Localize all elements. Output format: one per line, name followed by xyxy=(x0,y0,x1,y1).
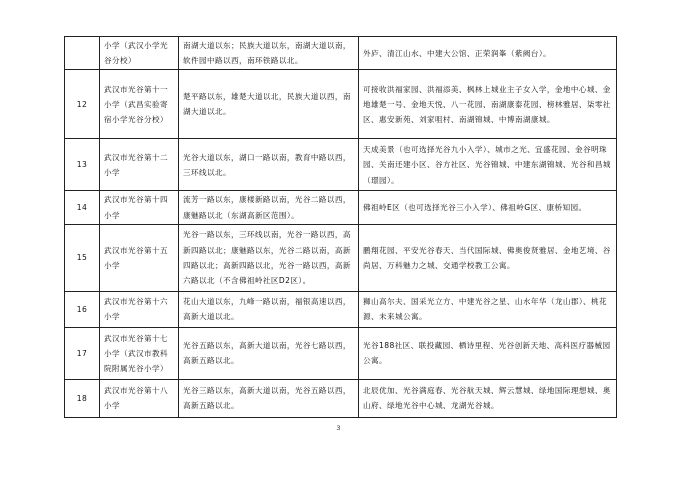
table-row xyxy=(65,224,617,291)
school-district-table xyxy=(64,36,617,418)
table-row xyxy=(65,70,617,139)
table-row xyxy=(65,191,617,224)
residential-district-cell: 北辰优加、光谷满庭春、光谷航天城、辉云慧城、绿地国际理想城、奥山府、绿地光谷中心城、龙湖光谷城。 xyxy=(359,379,617,417)
residential-district-cell: 佛祖岭E区（也可选择光谷三小入学）、佛祖岭G区、康桥知园。 xyxy=(359,191,617,224)
boundary-scope-cell: 流芳一路以东，康楼新路以南，光谷二路以西，康魅路以北（东湖高新区范围）。 xyxy=(179,191,359,224)
boundary-scope-cell: 光谷大道以东，湖口一路以南，教育中路以西，三环线以北。 xyxy=(179,139,359,191)
row-number-cell: 16 xyxy=(65,291,100,327)
residential-district-cell: 鹏翔花园、平安光谷春天、当代国际城、佛奥俊贤雅居、金地艺境、谷尚居、万科魅力之城、交通学校教工公寓。 xyxy=(359,224,617,291)
school-name-cell: 武汉市光谷第十八小学 xyxy=(100,379,179,417)
row-number-cell: 12 xyxy=(65,70,100,139)
row-number-cell: 14 xyxy=(65,191,100,224)
row-number-cell: 18 xyxy=(65,379,100,417)
school-name-cell: 武汉市光谷第十五小学 xyxy=(100,224,179,291)
school-name-cell: 小学（武汉小学光谷分校） xyxy=(100,37,179,70)
residential-district-cell: 可接收洪福家园、洪福添美、枫林上城业主子女入学，金地中心城、金地雄楚一号、金地天悦、八一花园、南湖康泰花园、榜林雅居、柒零社区、惠安新苑、刘家咀村、南湖锦城、中博南湖康城。 xyxy=(359,70,617,139)
table-row xyxy=(65,37,617,70)
school-name-cell: 武汉市光谷第十四小学 xyxy=(100,191,179,224)
residential-district-cell: 外庐、清江山水、中建大公馆、正荣润峯（紫阙台）。 xyxy=(359,37,617,70)
page-number: 3 xyxy=(336,424,341,432)
boundary-scope-cell: 南湖大道以东；民族大道以东，南湖大道以南，软件园中路以西，南环铁路以北。 xyxy=(179,37,359,70)
school-name-cell: 武汉市光谷第十七小学（武汉市教科院附属光谷小学） xyxy=(100,327,179,379)
residential-district-cell: 光谷188社区、联投藏园、栖诗里程、光谷创新天地、高科医疗器械园公寓。 xyxy=(359,327,617,379)
boundary-scope-cell: 光谷三路以东，高新大道以南，光谷五路以西，高新五路以北。 xyxy=(179,379,359,417)
table-row xyxy=(65,327,617,379)
row-number-cell: 13 xyxy=(65,139,100,191)
table-row xyxy=(65,379,617,417)
school-name-cell: 武汉市光谷第十二小学 xyxy=(100,139,179,191)
table-row xyxy=(65,139,617,191)
residential-district-cell: 天成美景（也可选择光谷九小入学）、城市之光、宜盛花园、金谷明珠园、关南还建小区、谷方社区、光谷锦城、中建东湖锦城、光谷和昌城（璟园）。 xyxy=(359,139,617,191)
boundary-scope-cell: 光谷一路以东，三环线以南，光谷一路以西，高新四路以北；康魅路以东，光谷二路以南，高新四路以北；高新四路以北，光谷一路以西，高新六路以北（不含佛祖岭社区D2区）。 xyxy=(179,224,359,291)
table-body xyxy=(65,37,617,418)
boundary-scope-cell: 光谷五路以东，高新大道以南，光谷七路以西，高新五路以北。 xyxy=(179,327,359,379)
row-number-cell: 15 xyxy=(65,224,100,291)
boundary-scope-cell: 楚平路以东，雄楚大道以北，民族大道以西，南湖大道以北。 xyxy=(179,70,359,139)
school-name-cell: 武汉市光谷第十六小学 xyxy=(100,291,179,327)
boundary-scope-cell: 花山大道以东，九峰一路以南，福银高速以西，高新大道以北。 xyxy=(179,291,359,327)
row-number-cell xyxy=(65,37,100,70)
table-row xyxy=(65,291,617,327)
school-name-cell: 武汉市光谷第十一小学（武昌实验寄宿小学光谷分校） xyxy=(100,70,179,139)
residential-district-cell: 狮山高尔夫、国采光立方、中建光谷之星、山水年华（龙山郡）、桃花源、未来城公寓。 xyxy=(359,291,617,327)
row-number-cell: 17 xyxy=(65,327,100,379)
